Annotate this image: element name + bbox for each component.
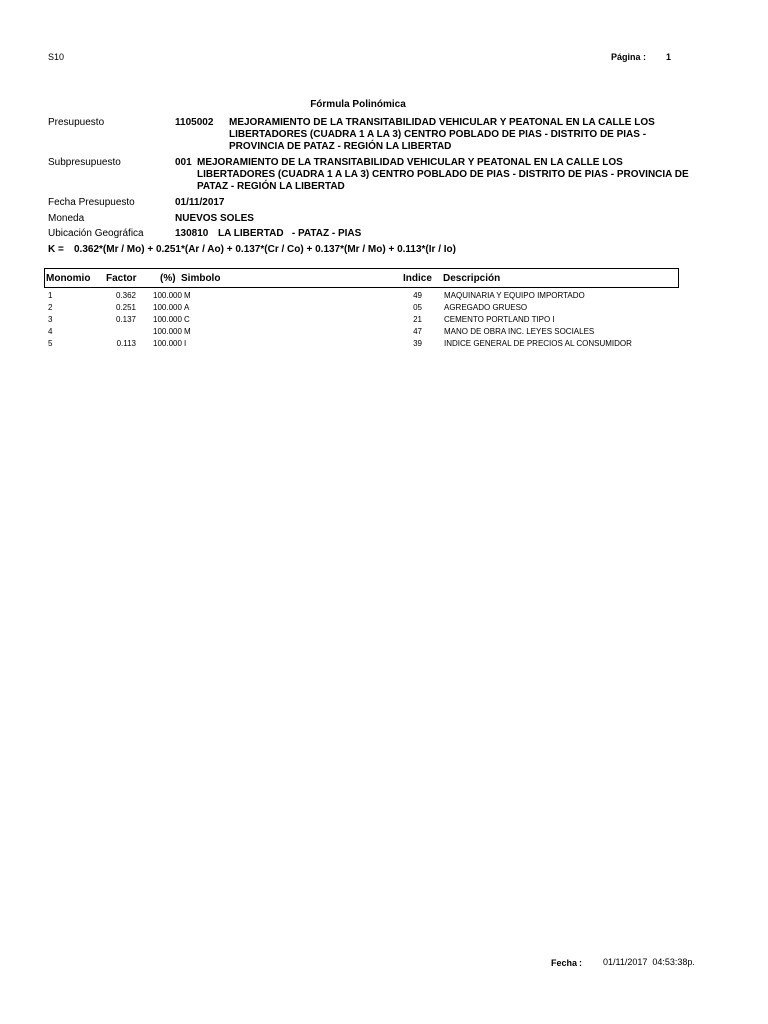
footer-datetime: 01/11/2017 04:53:38p. bbox=[603, 957, 695, 967]
cell-monomio: 1 bbox=[48, 291, 53, 300]
cell-pct: 100.000 bbox=[153, 303, 182, 312]
cell-indice: 49 bbox=[413, 291, 422, 300]
presupuesto-desc-line: PROVINCIA DE PATAZ - REGIÓN LA LIBERTAD bbox=[229, 141, 452, 152]
cell-simbolo: C bbox=[184, 315, 190, 324]
cell-simbolo: M bbox=[184, 291, 191, 300]
cell-descripcion: MANO DE OBRA INC. LEYES SOCIALES bbox=[444, 327, 595, 336]
page-number: 1 bbox=[666, 52, 672, 62]
cell-simbolo: I bbox=[184, 339, 187, 348]
table-row bbox=[0, 315, 768, 327]
table-row bbox=[0, 339, 768, 351]
formula-k-label: K = bbox=[48, 244, 64, 255]
moneda-value: NUEVOS SOLES bbox=[175, 213, 254, 224]
cell-factor: 0.137 bbox=[115, 315, 136, 324]
subpresupuesto-desc-line: PATAZ - REGIÓN LA LIBERTAD bbox=[197, 181, 345, 192]
presupuesto-description bbox=[229, 117, 655, 153]
cell-factor: 0.251 bbox=[115, 303, 136, 312]
cell-pct: 100.000 bbox=[153, 315, 182, 324]
cell-pct: 100.000 bbox=[153, 291, 182, 300]
cell-monomio: 3 bbox=[48, 315, 53, 324]
subpresupuesto-code: 001 bbox=[175, 157, 192, 168]
table-row bbox=[0, 327, 768, 339]
cell-monomio: 5 bbox=[48, 339, 53, 348]
fecha-presupuesto-value: 01/11/2017 bbox=[175, 197, 225, 208]
subpresupuesto-desc-line: LIBERTADORES (CUADRA 1 A LA 3) CENTRO POBLADO DE PIAS - DISTRITO DE PIAS - PROVINCIA DE bbox=[197, 169, 689, 180]
cell-indice: 39 bbox=[413, 339, 422, 348]
cell-factor: 0.362 bbox=[115, 291, 136, 300]
cell-indice: 21 bbox=[413, 315, 422, 324]
cell-factor: 0.113 bbox=[116, 339, 136, 348]
table-row bbox=[0, 303, 768, 315]
moneda-label: Moneda bbox=[48, 213, 85, 224]
ubicacion-value: LA LIBERTAD - PATAZ - PIAS bbox=[218, 228, 362, 239]
subpresupuesto-description bbox=[197, 157, 689, 193]
cell-pct: 100.000 bbox=[153, 327, 182, 336]
subpresupuesto-desc-line: MEJORAMIENTO DE LA TRANSITABILIDAD VEHICULAR Y PEATONAL EN LA CALLE LOS bbox=[197, 157, 623, 168]
column-header-monomio: Monomio bbox=[46, 273, 91, 284]
column-header-descripcion: Descripción bbox=[443, 273, 501, 284]
column-header-indice: Indice bbox=[403, 273, 432, 284]
page-label: Página : bbox=[611, 52, 647, 62]
column-header-factor: Factor bbox=[106, 273, 137, 284]
cell-pct: 100.000 bbox=[153, 339, 182, 348]
table-header bbox=[44, 268, 679, 288]
presupuesto-label: Presupuesto bbox=[48, 117, 105, 128]
fecha-presupuesto-label: Fecha Presupuesto bbox=[48, 197, 135, 208]
formula-line bbox=[48, 244, 456, 255]
ubicacion-code: 130810 bbox=[175, 228, 209, 239]
table-row bbox=[0, 291, 768, 303]
subpresupuesto-label: Subpresupuesto bbox=[48, 157, 121, 168]
cell-indice: 05 bbox=[413, 303, 422, 312]
footer-colon: : bbox=[579, 958, 582, 968]
presupuesto-desc-line: MEJORAMIENTO DE LA TRANSITABILIDAD VEHICULAR Y PEATONAL EN LA CALLE LOS bbox=[229, 117, 655, 128]
cell-descripcion: INDICE GENERAL DE PRECIOS AL CONSUMIDOR bbox=[444, 339, 632, 348]
cell-simbolo: A bbox=[184, 303, 190, 312]
report-title: Fórmula Polinómica bbox=[310, 99, 406, 110]
cell-indice: 47 bbox=[413, 327, 422, 336]
report-code: S10 bbox=[48, 52, 65, 62]
presupuesto-code: 1105002 bbox=[175, 117, 214, 128]
cell-simbolo: M bbox=[184, 327, 191, 336]
footer-fecha-label: Fecha bbox=[551, 958, 578, 968]
column-header-pct: (%) bbox=[160, 273, 176, 284]
presupuesto-desc-line: LIBERTADORES (CUADRA 1 A LA 3) CENTRO POBLADO DE PIAS - DISTRITO DE PIAS - bbox=[229, 129, 647, 140]
cell-descripcion: CEMENTO PORTLAND TIPO I bbox=[444, 315, 555, 324]
cell-monomio: 2 bbox=[48, 303, 53, 312]
ubicacion-label: Ubicación Geográfica bbox=[48, 228, 144, 239]
formula-expression: 0.362*(Mr / Mo) + 0.251*(Ar / Ao) + 0.137*(Cr / Co) + 0.137*(Mr / Mo) + 0.113*(Ir / Io) bbox=[74, 244, 456, 255]
cell-monomio: 4 bbox=[48, 327, 53, 336]
cell-descripcion: MAQUINARIA Y EQUIPO IMPORTADO bbox=[444, 291, 585, 300]
column-header-simbolo: Simbolo bbox=[181, 273, 221, 284]
cell-descripcion: AGREGADO GRUESO bbox=[444, 303, 528, 312]
